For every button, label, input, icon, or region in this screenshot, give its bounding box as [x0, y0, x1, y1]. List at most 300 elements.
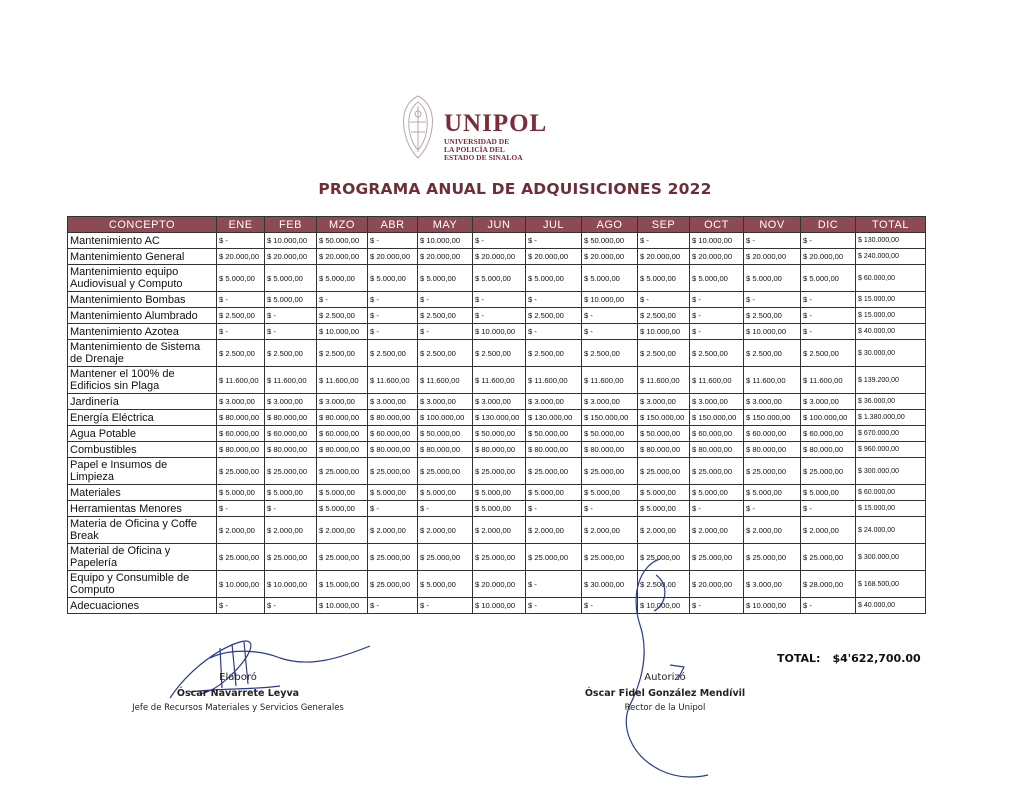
month-amount-cell: $ 10.000,00: [744, 324, 801, 340]
month-amount-cell: $ 5.000,00: [418, 571, 473, 598]
month-amount-cell: $ 60.000,00: [801, 426, 856, 442]
month-amount-cell: $ 80.000,00: [368, 442, 418, 458]
row-total-cell: $ 300.000,00: [856, 544, 926, 571]
month-amount-cell: $ 5.000,00: [473, 265, 526, 292]
month-amount-cell: $ 5.000,00: [582, 265, 638, 292]
month-amount-cell: $ 80.000,00: [217, 442, 265, 458]
row-total-cell: $ 300.000,00: [856, 458, 926, 485]
month-amount-cell: $ 25.000,00: [317, 458, 368, 485]
month-amount-cell: $ 100.000,00: [418, 410, 473, 426]
month-amount-cell: $ 10.000,00: [473, 324, 526, 340]
month-amount-cell: $ -: [582, 598, 638, 614]
month-amount-cell: $ 25.000,00: [473, 458, 526, 485]
month-amount-cell: $ 11.600,00: [265, 367, 317, 394]
signature-name: Óscar Fidel González Mendívil: [584, 688, 746, 699]
row-total-cell: $ 15.000,00: [856, 501, 926, 517]
month-amount-cell: $ 2.000,00: [526, 517, 582, 544]
row-total-cell: $ 130.000,00: [856, 233, 926, 249]
table-row: [68, 426, 926, 442]
table-row: [68, 544, 926, 571]
month-amount-cell: $ 5.000,00: [473, 485, 526, 501]
acquisitions-table: [67, 216, 926, 614]
row-total-cell: $ 168.500,00: [856, 571, 926, 598]
month-amount-cell: $ -: [265, 324, 317, 340]
month-amount-cell: $ 20.000,00: [473, 249, 526, 265]
month-amount-cell: $ -: [801, 501, 856, 517]
month-amount-cell: $ 80.000,00: [265, 442, 317, 458]
table-row: [68, 367, 926, 394]
month-amount-cell: $ 50.000,00: [317, 233, 368, 249]
month-amount-cell: $ 10.000,00: [317, 598, 368, 614]
row-total-cell: $ 40.000,00: [856, 324, 926, 340]
month-amount-cell: $ 2.500,00: [217, 308, 265, 324]
month-amount-cell: $ 80.000,00: [801, 442, 856, 458]
month-amount-cell: $ -: [265, 308, 317, 324]
grand-total-value: $4'622,700.00: [832, 652, 921, 665]
row-total-cell: $ 36.000,00: [856, 394, 926, 410]
month-amount-cell: $ 5.000,00: [473, 501, 526, 517]
month-amount-cell: $ 10.000,00: [217, 571, 265, 598]
month-amount-cell: $ -: [801, 598, 856, 614]
month-amount-cell: $ 5.000,00: [744, 485, 801, 501]
concept-cell: Adecuaciones: [68, 598, 217, 614]
month-amount-cell: $ -: [744, 501, 801, 517]
row-total-cell: $ 139.200,00: [856, 367, 926, 394]
month-amount-cell: $ 2.000,00: [265, 517, 317, 544]
month-amount-cell: $ -: [801, 324, 856, 340]
month-amount-cell: $ 3.000,00: [418, 394, 473, 410]
month-amount-cell: $ 25.000,00: [744, 458, 801, 485]
month-amount-cell: $ -: [217, 324, 265, 340]
month-amount-cell: $ 150.000,00: [744, 410, 801, 426]
month-amount-cell: $ 100.000,00: [801, 410, 856, 426]
month-amount-cell: $ 11.600,00: [690, 367, 744, 394]
month-amount-cell: $ 5.000,00: [418, 265, 473, 292]
month-amount-cell: $ 25.000,00: [368, 458, 418, 485]
month-amount-cell: $ 20.000,00: [418, 249, 473, 265]
month-amount-cell: $ -: [473, 292, 526, 308]
column-header: NOV: [744, 217, 801, 233]
month-amount-cell: $ 10.000,00: [744, 598, 801, 614]
row-total-cell: $ 670.000,00: [856, 426, 926, 442]
month-amount-cell: $ 25.000,00: [217, 458, 265, 485]
month-amount-cell: $ 20.000,00: [801, 249, 856, 265]
concept-cell: Energía Eléctrica: [68, 410, 217, 426]
month-amount-cell: $ 50.000,00: [582, 426, 638, 442]
month-amount-cell: $ 25.000,00: [526, 458, 582, 485]
concept-cell: Combustibles: [68, 442, 217, 458]
concept-cell: Mantenimiento Bombas: [68, 292, 217, 308]
signature-position: Jefe de Recursos Materiales y Servicios Generales: [132, 703, 344, 713]
month-amount-cell: $ 25.000,00: [317, 544, 368, 571]
month-amount-cell: $ 5.000,00: [744, 265, 801, 292]
month-amount-cell: $ -: [368, 308, 418, 324]
month-amount-cell: $ 5.000,00: [317, 265, 368, 292]
month-amount-cell: $ 2.500,00: [418, 308, 473, 324]
month-amount-cell: $ -: [418, 292, 473, 308]
month-amount-cell: $ 2.500,00: [317, 308, 368, 324]
month-amount-cell: $ 2.000,00: [368, 517, 418, 544]
month-amount-cell: $ 80.000,00: [317, 442, 368, 458]
month-amount-cell: $ 25.000,00: [582, 458, 638, 485]
month-amount-cell: $ 20.000,00: [690, 571, 744, 598]
month-amount-cell: $ 80.000,00: [638, 442, 690, 458]
month-amount-cell: $ 3.000,00: [265, 394, 317, 410]
month-amount-cell: $ -: [418, 501, 473, 517]
table-row: [68, 442, 926, 458]
signature-role: Autorizó: [644, 672, 686, 683]
month-amount-cell: $ -: [217, 501, 265, 517]
month-amount-cell: $ 60.000,00: [368, 426, 418, 442]
concept-cell: Materiales: [68, 485, 217, 501]
month-amount-cell: $ 80.000,00: [418, 442, 473, 458]
month-amount-cell: $ -: [368, 501, 418, 517]
month-amount-cell: $ 25.000,00: [801, 544, 856, 571]
month-amount-cell: $ 60.000,00: [265, 426, 317, 442]
month-amount-cell: $ 25.000,00: [582, 544, 638, 571]
month-amount-cell: $ 5.000,00: [265, 485, 317, 501]
month-amount-cell: $ 11.600,00: [473, 367, 526, 394]
row-total-cell: $ 1.380.000,00: [856, 410, 926, 426]
grand-total: [777, 652, 921, 665]
month-amount-cell: $ 5.000,00: [265, 265, 317, 292]
month-amount-cell: $ 60.000,00: [690, 426, 744, 442]
concept-cell: Mantener el 100% de Edificios sin Plaga: [68, 367, 217, 394]
month-amount-cell: $ -: [638, 292, 690, 308]
month-amount-cell: $ -: [526, 292, 582, 308]
month-amount-cell: $ 2.000,00: [638, 517, 690, 544]
month-amount-cell: $ 5.000,00: [690, 265, 744, 292]
month-amount-cell: $ 10.000,00: [690, 233, 744, 249]
row-total-cell: $ 15.000,00: [856, 308, 926, 324]
month-amount-cell: $ 25.000,00: [418, 458, 473, 485]
month-amount-cell: $ 5.000,00: [217, 265, 265, 292]
concept-cell: Papel e Insumos de Limpieza: [68, 458, 217, 485]
table-row: [68, 571, 926, 598]
month-amount-cell: $ 80.000,00: [217, 410, 265, 426]
table-row: [68, 501, 926, 517]
column-header: TOTAL: [856, 217, 926, 233]
month-amount-cell: $ 80.000,00: [744, 442, 801, 458]
month-amount-cell: $ -: [473, 233, 526, 249]
table-row: [68, 517, 926, 544]
month-amount-cell: $ 11.600,00: [368, 367, 418, 394]
month-amount-cell: $ 3.000,00: [801, 394, 856, 410]
month-amount-cell: $ 80.000,00: [265, 410, 317, 426]
table-row: [68, 292, 926, 308]
month-amount-cell: $ 25.000,00: [638, 458, 690, 485]
month-amount-cell: $ -: [690, 598, 744, 614]
month-amount-cell: $ 2.000,00: [690, 517, 744, 544]
month-amount-cell: $ -: [690, 292, 744, 308]
month-amount-cell: $ 10.000,00: [582, 292, 638, 308]
concept-cell: Material de Oficina y Papelería: [68, 544, 217, 571]
month-amount-cell: $ -: [265, 598, 317, 614]
month-amount-cell: $ 80.000,00: [526, 442, 582, 458]
column-header: MAY: [418, 217, 473, 233]
month-amount-cell: $ 2.500,00: [744, 340, 801, 367]
month-amount-cell: $ 30.000,00: [582, 571, 638, 598]
month-amount-cell: $ -: [368, 292, 418, 308]
document-title: PROGRAMA ANUAL DE ADQUISICIONES 2022: [318, 180, 712, 198]
month-amount-cell: $ 80.000,00: [582, 442, 638, 458]
month-amount-cell: $ 3.000,00: [473, 394, 526, 410]
month-amount-cell: $ 80.000,00: [317, 410, 368, 426]
month-amount-cell: $ 3.000,00: [582, 394, 638, 410]
month-amount-cell: $ -: [526, 571, 582, 598]
month-amount-cell: $ 80.000,00: [690, 442, 744, 458]
month-amount-cell: $ 2.500,00: [744, 308, 801, 324]
month-amount-cell: $ 3.000,00: [526, 394, 582, 410]
signature-elaboro: [118, 672, 358, 713]
month-amount-cell: $ 2.500,00: [526, 308, 582, 324]
month-amount-cell: $ 25.000,00: [217, 544, 265, 571]
month-amount-cell: $ 25.000,00: [690, 458, 744, 485]
column-header: JUN: [473, 217, 526, 233]
grand-total-label: TOTAL:: [777, 652, 821, 665]
column-header: DIC: [801, 217, 856, 233]
month-amount-cell: $ 20.000,00: [638, 249, 690, 265]
month-amount-cell: $ 2.500,00: [638, 340, 690, 367]
month-amount-cell: $ 2.000,00: [473, 517, 526, 544]
month-amount-cell: $ 150.000,00: [690, 410, 744, 426]
month-amount-cell: $ -: [690, 324, 744, 340]
month-amount-cell: $ 11.600,00: [418, 367, 473, 394]
month-amount-cell: $ 25.000,00: [265, 544, 317, 571]
month-amount-cell: $ 5.000,00: [418, 485, 473, 501]
month-amount-cell: $ 25.000,00: [801, 458, 856, 485]
concept-cell: Materia de Oficina y Coffe Break: [68, 517, 217, 544]
month-amount-cell: $ -: [801, 292, 856, 308]
concept-cell: Mantenimiento AC: [68, 233, 217, 249]
month-amount-cell: $ 3.000,00: [217, 394, 265, 410]
month-amount-cell: $ 60.000,00: [317, 426, 368, 442]
column-header: MZO: [317, 217, 368, 233]
month-amount-cell: $ 10.000,00: [638, 324, 690, 340]
month-amount-cell: $ 2.500,00: [217, 340, 265, 367]
month-amount-cell: $ 2.500,00: [638, 308, 690, 324]
unipol-logo: [396, 92, 616, 170]
column-header: CONCEPTO: [68, 217, 217, 233]
month-amount-cell: $ 25.000,00: [368, 544, 418, 571]
month-amount-cell: $ 2.500,00: [526, 340, 582, 367]
month-amount-cell: $ 20.000,00: [217, 249, 265, 265]
month-amount-cell: $ 10.000,00: [418, 233, 473, 249]
table-row: [68, 233, 926, 249]
month-amount-cell: $ 2.000,00: [217, 517, 265, 544]
month-amount-cell: $ -: [582, 501, 638, 517]
month-amount-cell: $ 10.000,00: [265, 571, 317, 598]
month-amount-cell: $ 2.500,00: [473, 340, 526, 367]
month-amount-cell: $ -: [582, 308, 638, 324]
month-amount-cell: $ 20.000,00: [265, 249, 317, 265]
concept-cell: Mantenimiento Azotea: [68, 324, 217, 340]
month-amount-cell: $ -: [217, 292, 265, 308]
month-amount-cell: $ 11.600,00: [744, 367, 801, 394]
month-amount-cell: $ 5.000,00: [638, 485, 690, 501]
month-amount-cell: $ -: [217, 598, 265, 614]
month-amount-cell: $ -: [801, 308, 856, 324]
row-total-cell: $ 40.000,00: [856, 598, 926, 614]
table-body: [68, 233, 926, 614]
row-total-cell: $ 60.000,00: [856, 265, 926, 292]
logo-line-3: ESTADO DE SINALOA: [444, 153, 523, 162]
month-amount-cell: $ 50.000,00: [418, 426, 473, 442]
table-row: [68, 308, 926, 324]
month-amount-cell: $ 2.500,00: [638, 571, 690, 598]
month-amount-cell: $ -: [418, 324, 473, 340]
table-row: [68, 324, 926, 340]
month-amount-cell: $ 50.000,00: [473, 426, 526, 442]
month-amount-cell: $ 2.000,00: [582, 517, 638, 544]
month-amount-cell: $ 5.000,00: [368, 485, 418, 501]
month-amount-cell: $ 50.000,00: [526, 426, 582, 442]
month-amount-cell: $ 2.500,00: [265, 340, 317, 367]
table-row: [68, 410, 926, 426]
column-header: FEB: [265, 217, 317, 233]
concept-cell: Mantenimiento de Sistema de Drenaje: [68, 340, 217, 367]
month-amount-cell: $ 2.000,00: [317, 517, 368, 544]
month-amount-cell: $ 5.000,00: [801, 265, 856, 292]
month-amount-cell: $ 25.000,00: [690, 544, 744, 571]
month-amount-cell: $ 5.000,00: [526, 265, 582, 292]
row-total-cell: $ 24.000,00: [856, 517, 926, 544]
month-amount-cell: $ 10.000,00: [265, 233, 317, 249]
month-amount-cell: $ 130.000,00: [526, 410, 582, 426]
concept-cell: Agua Potable: [68, 426, 217, 442]
row-total-cell: $ 960.000,00: [856, 442, 926, 458]
month-amount-cell: $ -: [217, 233, 265, 249]
month-amount-cell: $ 5.000,00: [690, 485, 744, 501]
month-amount-cell: $ 130.000,00: [473, 410, 526, 426]
month-amount-cell: $ 20.000,00: [690, 249, 744, 265]
month-amount-cell: $ -: [368, 598, 418, 614]
month-amount-cell: $ 11.600,00: [217, 367, 265, 394]
month-amount-cell: $ 11.600,00: [317, 367, 368, 394]
month-amount-cell: $ -: [801, 233, 856, 249]
month-amount-cell: $ -: [418, 598, 473, 614]
signature-position: Rector de la Unipol: [624, 703, 706, 713]
month-amount-cell: $ 3.000,00: [744, 394, 801, 410]
month-amount-cell: $ 20.000,00: [368, 249, 418, 265]
logo-line-2: LA POLICÍA DEL: [444, 145, 505, 154]
logo-line-1: UNIVERSIDAD DE: [444, 137, 510, 146]
month-amount-cell: $ 2.000,00: [801, 517, 856, 544]
month-amount-cell: $ 5.000,00: [582, 485, 638, 501]
month-amount-cell: $ -: [638, 233, 690, 249]
month-amount-cell: $ -: [744, 292, 801, 308]
month-amount-cell: $ 3.000,00: [317, 394, 368, 410]
concept-cell: Jardinería: [68, 394, 217, 410]
row-total-cell: $ 240.000,00: [856, 249, 926, 265]
month-amount-cell: $ 150.000,00: [638, 410, 690, 426]
row-total-cell: $ 60.000,00: [856, 485, 926, 501]
month-amount-cell: $ 10.000,00: [473, 598, 526, 614]
month-amount-cell: $ -: [526, 501, 582, 517]
seal-icon: [396, 92, 440, 162]
month-amount-cell: $ 10.000,00: [317, 324, 368, 340]
month-amount-cell: $ 25.000,00: [473, 544, 526, 571]
month-amount-cell: $ 25.000,00: [526, 544, 582, 571]
concept-cell: Mantenimiento Alumbrado: [68, 308, 217, 324]
month-amount-cell: $ 25.000,00: [418, 544, 473, 571]
month-amount-cell: $ -: [690, 501, 744, 517]
concept-cell: Mantenimiento equipo Audiovisual y Computo: [68, 265, 217, 292]
row-total-cell: $ 30.000,00: [856, 340, 926, 367]
month-amount-cell: $ 50.000,00: [638, 426, 690, 442]
month-amount-cell: $ 20.000,00: [582, 249, 638, 265]
month-amount-cell: $ 2.000,00: [418, 517, 473, 544]
month-amount-cell: $ 2.500,00: [582, 340, 638, 367]
column-header: OCT: [690, 217, 744, 233]
signature-name: Óscar Navarrete Leyva: [176, 688, 300, 699]
month-amount-cell: $ 80.000,00: [368, 410, 418, 426]
month-amount-cell: $ 150.000,00: [582, 410, 638, 426]
month-amount-cell: $ -: [473, 308, 526, 324]
table-header-row: [68, 217, 926, 233]
column-header: AGO: [582, 217, 638, 233]
signature-autorizo: [560, 672, 770, 713]
month-amount-cell: $ -: [526, 233, 582, 249]
month-amount-cell: $ 5.000,00: [368, 265, 418, 292]
month-amount-cell: $ 20.000,00: [526, 249, 582, 265]
month-amount-cell: $ 20.000,00: [744, 249, 801, 265]
month-amount-cell: $ -: [317, 292, 368, 308]
table-row: [68, 485, 926, 501]
month-amount-cell: $ -: [265, 501, 317, 517]
month-amount-cell: $ -: [744, 233, 801, 249]
month-amount-cell: $ 2.500,00: [801, 340, 856, 367]
month-amount-cell: $ -: [526, 598, 582, 614]
month-amount-cell: $ 25.000,00: [265, 458, 317, 485]
column-header: SEP: [638, 217, 690, 233]
month-amount-cell: $ 11.600,00: [801, 367, 856, 394]
table-row: [68, 598, 926, 614]
table-row: [68, 340, 926, 367]
month-amount-cell: $ -: [690, 308, 744, 324]
month-amount-cell: $ -: [582, 324, 638, 340]
column-header: ABR: [368, 217, 418, 233]
row-total-cell: $ 15.000,00: [856, 292, 926, 308]
month-amount-cell: $ 3.000,00: [638, 394, 690, 410]
logo-name: UNIPOL: [444, 110, 548, 137]
month-amount-cell: $ 50.000,00: [582, 233, 638, 249]
month-amount-cell: $ 80.000,00: [473, 442, 526, 458]
table-row: [68, 458, 926, 485]
month-amount-cell: $ 10.000,00: [638, 598, 690, 614]
month-amount-cell: $ 20.000,00: [317, 249, 368, 265]
month-amount-cell: $ 5.000,00: [526, 485, 582, 501]
month-amount-cell: $ -: [368, 324, 418, 340]
month-amount-cell: $ 20.000,00: [473, 571, 526, 598]
signature-role: Elaboró: [219, 672, 257, 683]
month-amount-cell: $ 25.000,00: [368, 571, 418, 598]
month-amount-cell: $ 5.000,00: [317, 501, 368, 517]
month-amount-cell: $ -: [526, 324, 582, 340]
month-amount-cell: $ 5.000,00: [638, 265, 690, 292]
month-amount-cell: $ 5.000,00: [317, 485, 368, 501]
column-header: ENE: [217, 217, 265, 233]
table-row: [68, 394, 926, 410]
concept-cell: Mantenimiento General: [68, 249, 217, 265]
month-amount-cell: $ 5.000,00: [217, 485, 265, 501]
month-amount-cell: $ 60.000,00: [217, 426, 265, 442]
month-amount-cell: $ 15.000,00: [317, 571, 368, 598]
month-amount-cell: $ 60.000,00: [744, 426, 801, 442]
month-amount-cell: $ 3.000,00: [690, 394, 744, 410]
month-amount-cell: $ 25.000,00: [744, 544, 801, 571]
month-amount-cell: $ 2.000,00: [744, 517, 801, 544]
